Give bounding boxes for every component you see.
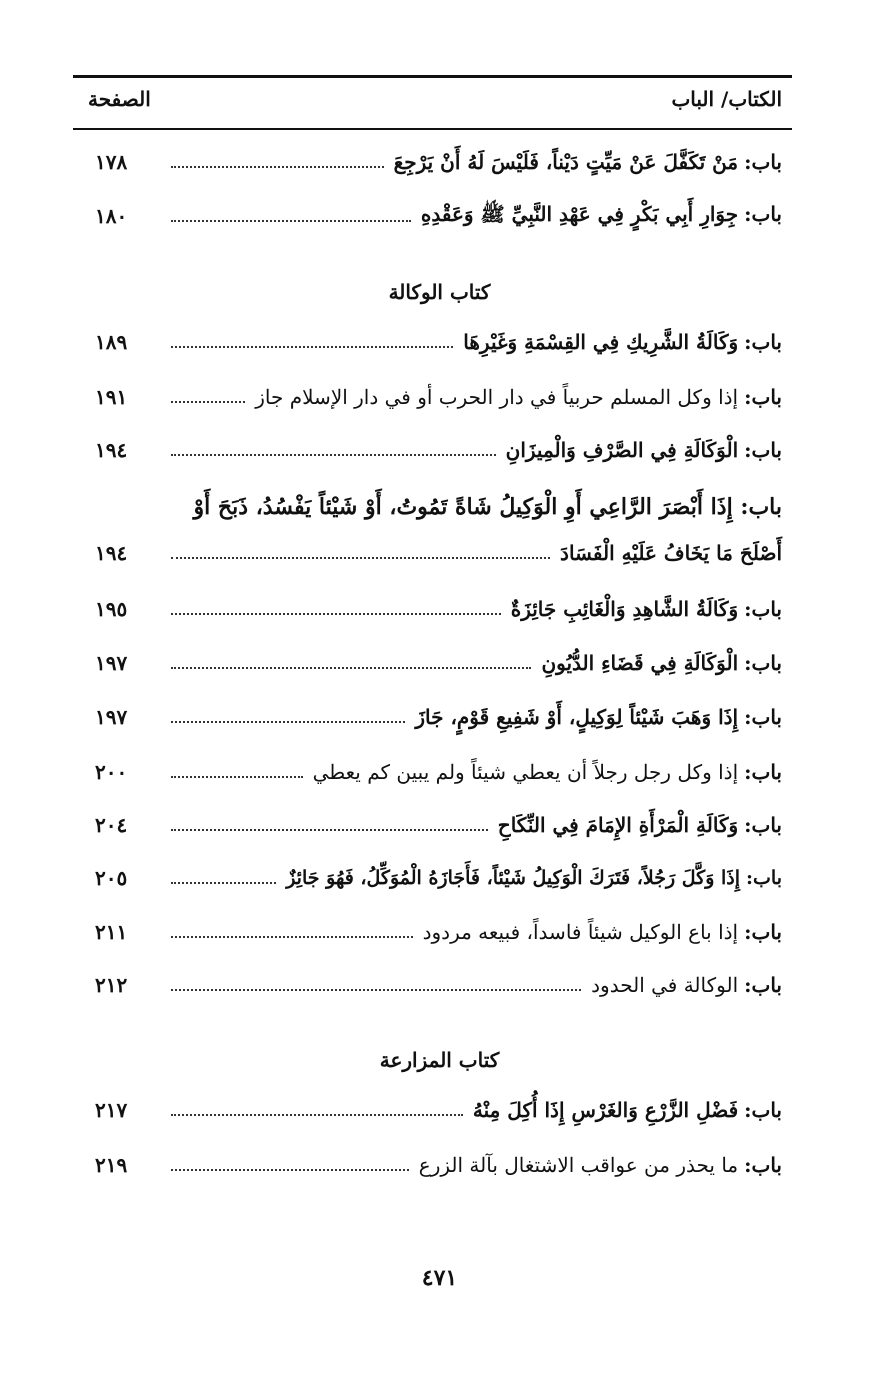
dot-leader xyxy=(171,346,453,348)
chapter-title: باب:الْوَكَالَةِ فِي الصَّرْفِ وَالْمِيزَانِ xyxy=(505,438,782,462)
page-number: ٢١٢ xyxy=(95,973,128,997)
bab-prefix: باب: xyxy=(744,1153,782,1177)
dot-leader xyxy=(171,166,384,168)
dot-leader xyxy=(171,989,581,991)
section-heading-muzaraa: كتاب المزارعة xyxy=(379,1048,500,1072)
bab-prefix: باب: xyxy=(744,385,782,409)
bab-prefix: باب: xyxy=(744,330,782,354)
index-row xyxy=(95,142,782,182)
page-number: ١٩٤ xyxy=(95,541,128,565)
dot-leader xyxy=(171,667,531,669)
index-row xyxy=(95,1145,782,1185)
page-number: ١٧٨ xyxy=(95,150,128,174)
header-page-label: الصفحة xyxy=(88,87,151,111)
chapter-title: باب:فَضْلِ الزَّرْعِ وَالغَرْسِ إِذَا أُكِلَ مِنْهُ xyxy=(472,1098,782,1122)
chapter-title: باب:وَكَالَةِ الْمَرْأَةِ الإِمَامَ فِي النِّكَاحِ xyxy=(497,813,782,837)
dot-leader xyxy=(171,613,501,615)
index-row xyxy=(95,805,782,845)
dot-leader xyxy=(171,829,488,831)
chapter-title: باب:مَنْ تَكَفَّلَ عَنْ مَيِّتٍ دَيْناً، فَلَيْسَ لَهُ أَنْ يَرْجِعَ xyxy=(393,150,782,174)
index-row xyxy=(95,965,782,1005)
page-number: ٢٠٥ xyxy=(95,866,128,890)
page-number: ١٩٧ xyxy=(95,651,128,675)
page-number: ٢٠٠ xyxy=(95,760,128,784)
page-number: ٢١٩ xyxy=(95,1153,128,1177)
index-row xyxy=(95,912,782,952)
bab-prefix: باب: xyxy=(744,760,782,784)
header-bottom-rule xyxy=(73,128,792,130)
footer-page-number: ٤٧١ xyxy=(421,1265,458,1291)
chapter-title-continuation: أَصْلَحَ مَا يَخَافُ عَلَيْهِ الْفَسَادَ xyxy=(560,541,782,565)
index-row xyxy=(95,858,782,898)
bab-prefix: باب: xyxy=(744,201,782,226)
bab-prefix: باب: xyxy=(744,973,782,997)
dot-leader xyxy=(171,557,550,559)
chapter-title: باب:إِذَا وَكَّلَ رَجُلاً، فَتَرَكَ الْوَكِيلُ شَيْئاً، فَأَجَازَهُ الْمُوَكِّلُ، فَهُوَ جَائِزٌ xyxy=(286,867,782,889)
chapter-title: باب:إذا وكل رجل رجلاً أن يعطي شيئاً ولم يبين كم يعطي xyxy=(312,760,782,784)
page-number: ٢١١ xyxy=(95,920,128,944)
page-number: ٢٠٤ xyxy=(95,813,128,837)
index-row xyxy=(95,377,782,417)
index-row xyxy=(95,643,782,683)
chapter-title: باب:جِوَارِ أَبِي بَكْرٍ فِي عَهْدِ النَّبِيِّ ﷺ وَعَقْدِهِ xyxy=(420,201,782,226)
page-number: ١٩١ xyxy=(95,385,128,409)
dot-leader xyxy=(171,721,405,723)
dot-leader xyxy=(171,936,413,938)
page-number: ١٨٠ xyxy=(95,204,128,228)
chapter-title: باب:الْوَكَالَةِ فِي قَضَاءِ الدُّيُونِ xyxy=(541,651,782,675)
page-number: ١٩٥ xyxy=(95,597,128,621)
index-row xyxy=(95,752,782,792)
bab-prefix: باب: xyxy=(744,705,782,729)
header-book-chapter-label: الكتاب/ الباب xyxy=(671,87,782,111)
dot-leader xyxy=(171,401,245,403)
dot-leader xyxy=(171,1169,409,1171)
page-number: ٢١٧ xyxy=(95,1098,128,1122)
bab-prefix: باب: xyxy=(744,150,782,174)
index-row xyxy=(95,322,782,362)
bab-prefix: باب: xyxy=(744,920,782,944)
chapter-title: باب:إِذَا وَهَبَ شَيْئاً لِوَكِيلٍ، أَوْ شَفِيعِ قَوْمٍ، جَازَ xyxy=(415,705,782,729)
dot-leader xyxy=(171,220,411,222)
chapter-title: باب:إذا باع الوكيل شيئاً فاسداً، فبيعه مردود xyxy=(422,920,782,944)
index-row xyxy=(95,196,782,236)
bab-prefix: باب: xyxy=(744,813,782,837)
index-row xyxy=(95,697,782,737)
header-top-rule xyxy=(73,75,792,78)
dot-leader xyxy=(171,776,303,778)
index-row xyxy=(95,430,782,470)
dot-leader xyxy=(171,454,496,456)
chapter-title-first-line: باب: إِذَا أَبْصَرَ الرَّاعِي أَوِ الْوَكِيلُ شَاةً تَمُوتُ، أَوْ شَيْئاً يَفْسُدُ، ذَبَحَ أَوْ xyxy=(193,494,782,520)
chapter-title: باب:الوكالة في الحدود xyxy=(591,973,782,997)
dot-leader xyxy=(171,1114,463,1116)
bab-prefix: باب: xyxy=(744,438,782,462)
page-number: ١٩٧ xyxy=(95,705,128,729)
section-heading-wakala: كتاب الوكالة xyxy=(388,280,491,304)
chapter-title: باب:وَكَالَةُ الشَّرِيكِ فِي القِسْمَةِ وَغَيْرِهَا xyxy=(463,330,782,354)
bab-prefix: باب: xyxy=(746,867,782,889)
index-row xyxy=(95,533,782,573)
bab-prefix: باب: xyxy=(744,1098,782,1122)
index-row xyxy=(95,1090,782,1130)
chapter-title: باب:وَكَالَةُ الشَّاهِدِ وَالْغَائِبِ جَائِزَةٌ xyxy=(510,597,782,621)
bab-prefix: باب: xyxy=(744,597,782,621)
bab-prefix: باب: xyxy=(744,651,782,675)
chapter-title: باب:ما يحذر من عواقب الاشتغال بآلة الزرع xyxy=(418,1153,782,1177)
page-number: ١٩٤ xyxy=(95,438,128,462)
dot-leader xyxy=(171,882,276,884)
chapter-title: باب:إذا وكل المسلم حربياً في دار الحرب أو في دار الإسلام جاز xyxy=(255,385,782,409)
page-number: ١٨٩ xyxy=(95,330,128,354)
index-row xyxy=(95,589,782,629)
